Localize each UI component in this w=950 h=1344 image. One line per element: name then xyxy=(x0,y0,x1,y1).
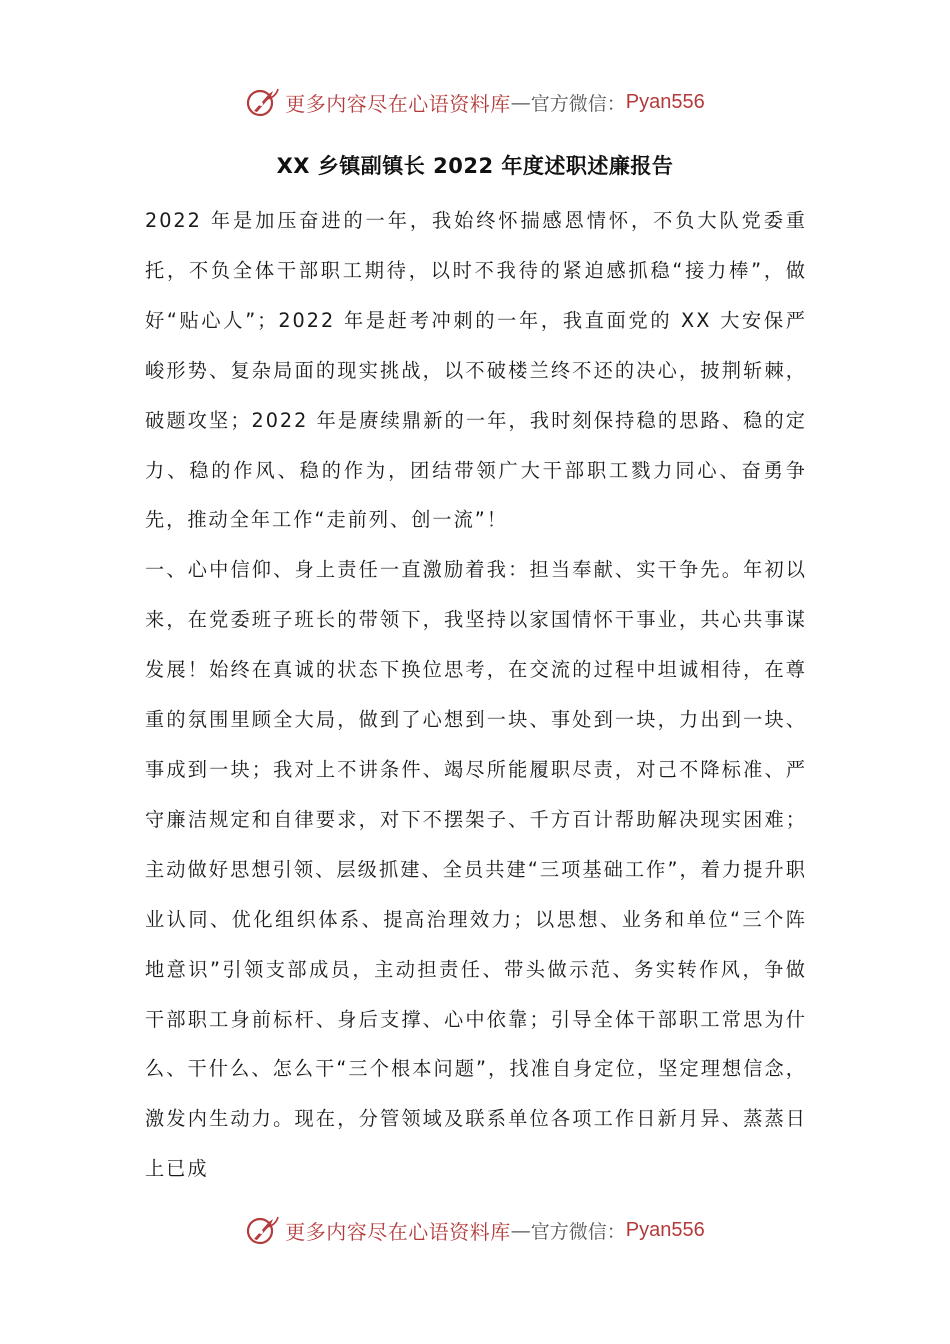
document-title: XX 乡镇副镇长 2022 年度述职述廉报告 xyxy=(276,154,674,178)
banner-text: 更多内容尽在心语资料库 xyxy=(285,91,511,116)
banner-wechat-label: 官方微信： xyxy=(530,1220,626,1243)
banner-separator: — xyxy=(510,1218,531,1242)
pen-nib-circle-icon xyxy=(245,1213,279,1247)
footer-banner xyxy=(0,1208,950,1252)
banner-separator: — xyxy=(510,90,531,114)
header-banner xyxy=(0,80,950,124)
banner-wechat-label: 官方微信： xyxy=(530,92,626,115)
banner-wechat-id: Pyan556 xyxy=(625,1218,705,1241)
banner-text: 更多内容尽在心语资料库 xyxy=(285,1219,511,1244)
pen-nib-circle-icon xyxy=(245,85,279,119)
paragraph-section-one: 一、心中信仰、身上责任一直激励着我：担当奉献、实干争先。年初以来，在党委班子班长的带领下，我坚持以家国情怀干事业，共心共事谋发展！始终在真诚的状态下换位思考，在交流的过程中坦诚相待，在尊重的氛围里顾全大局，做到了心想到一块、事处到一块，力出到一块、事成到一块；我对上不讲条件、竭尽所能履职尽责，对己不降标准、严守廉洁规定和自律要求，对下不摆架子、千方百计帮助解决现实困难；主动做好思想引领、层级抓建、全员共建“三项基础工作”，着力提升职业认同、优化组织体系、提高治理效力；以思想、业务和单位“三个阵地意识”引领支部成员，主动担责任、带头做示范、务实转作风，争做干部职工身前标杆、身后支撑、心中依靠；引导全体干部职工常思为什么、干什么、怎么干“三个根本问题”，找准自身定位，坚定理想信念，激发内生动力。现在，分管领域及联系单位各项工作日新月异、蒸蒸日上已成 xyxy=(145,558,807,1181)
banner-wechat-id: Pyan556 xyxy=(625,90,705,113)
paragraph-intro: 2022 年是加压奋进的一年，我始终怀揣感恩情怀，不负大队党委重托，不负全体干部职工期待，以时不我待的紧迫感抓稳“接力棒”，做好“贴心人”；2022 年是赶考冲刺的一年，我直面党的 XX 大安保严峻形势、复杂局面的现实挑战，以不破楼兰终不还的决心，披荆斩棘，破题攻坚；2022 年是赓续鼎新的一年，我时刻保持稳的思路、稳的定力、稳的作风、稳的作为，团结带领广大干部职工戮力同心、奋勇争先，推动全年工作“走前列、创一流”！ xyxy=(145,209,807,532)
document-body xyxy=(145,196,807,1194)
